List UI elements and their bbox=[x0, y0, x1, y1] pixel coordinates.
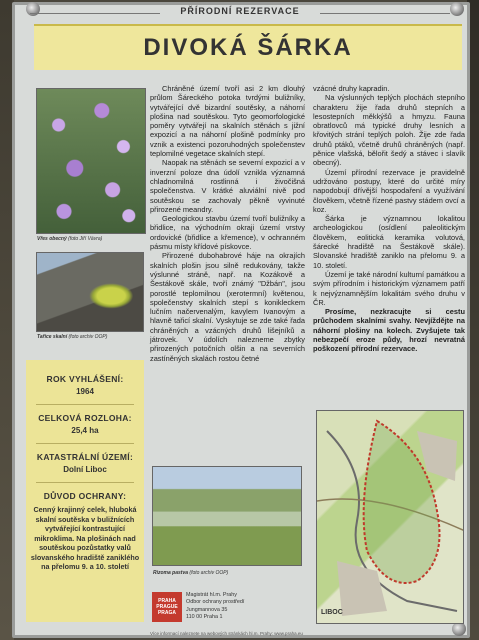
paragraph: Území je také národní kulturní památkou a svým přírodním i historickým významem patří k nejvýznamnějším lokalitám svého druhu v ČR. bbox=[313, 269, 465, 307]
cadastre-label: KATASTRÁLNÍ ÚZEMÍ: bbox=[36, 452, 134, 462]
text-column-1 bbox=[150, 84, 305, 363]
paragraph: Geologickou stavbu území tvoří buližníky a břidlice, na východním okraji území vrstvy ordovické (břidlice a křemence), v ochranném pásmu místy křídové pískovce. bbox=[150, 214, 305, 252]
header-label: PŘÍRODNÍ REZERVACE bbox=[22, 6, 458, 20]
paragraph: Území přírodní rezervace je pravidelně udržováno postupy, které do určité míry napodobují dřívější hospodaření a využívání člověkem, včetně řízené pastvy stádem ovcí a koz. bbox=[313, 167, 465, 214]
publisher-address: Magistrát hl.m. Prahy Odbor ochrany prostředí Jungmannova 35 110 00 Praha 1 bbox=[186, 592, 245, 621]
paragraph: Šárka je významnou lokalitou archeologickou (osídlení paleolitickým člověkem, eolitická keramika volutová, šárecké hradiště na Šestákově skále). Slovanské hradiště zaniklo na přelomu 9. a 10. století. bbox=[313, 214, 465, 270]
photo-caption: Tařice skalní (foto archiv OOP) bbox=[37, 334, 108, 340]
notice-paragraph: Prosíme, nezkracujte si cestu průchodem skalními svahy. Nevjíždějte na náhorní plošiny na kolech. Zvyšujete tak nebezpečí eroze půdy, hrozí nevratná poškození přírodní rezervace. bbox=[313, 307, 465, 354]
reason-label: DŮVOD OCHRANY: bbox=[43, 491, 127, 501]
prague-logo: PRAHA PRAGUE PRAGA bbox=[152, 592, 182, 622]
map-label: LIBOC bbox=[321, 609, 343, 616]
photo-caption: Rizoma pastva (foto archiv OOP) bbox=[153, 570, 229, 576]
screw-icon bbox=[452, 622, 466, 636]
alyssum-photo bbox=[36, 252, 144, 332]
info-box bbox=[26, 360, 144, 622]
photo-caption: Vřes obecný (foto Jiří Vávra) bbox=[37, 236, 103, 242]
area-label: CELKOVÁ ROZLOHA: bbox=[38, 413, 132, 423]
text-column-2 bbox=[313, 84, 465, 354]
map-graphic bbox=[317, 411, 464, 624]
year-value: 1964 bbox=[76, 387, 94, 396]
footer-text: Více informací naleznete na webových stránkách hl.m. Prahy: www.praha.eu bbox=[150, 631, 303, 636]
paragraph: Přirozené dubohabrové háje na okrajích skalních plošin jsou silně redukovány, takže výslunné stráně, např. na Kozákově a Šestákově skále, tvoří známý "Džbán", jsou porostlé teplomilnou (xerotermní) květenou, společenstvy skalních stepí s konikleckem lučním načervenalým, kavylem Ivanovým a hlavně tařicí skalní. Vyskytuje se zde také řada chráněných a vzácných druhů lišejníků a játrovek. V údolích nalezneme zbytky přirozených potočních olšin a na severních zastíněných skalách rostou četné bbox=[150, 251, 305, 363]
paragraph: Na výslunných teplých plochách stepního charakteru žije řada druhů stepních a lesostepních měkkýšů a hmyzu. Fauna obratlovců má typické druhy lesních a křovitých strání teplých poloh. Žije zde řada druhů ptáků, včetně druhů chráněných (např. pěnice vlašská, bělořit šedý a stávec i slavík obecný). bbox=[313, 93, 465, 168]
reserve-map bbox=[316, 410, 464, 624]
paragraph: Naopak na stěnách se severní expozicí a v inverzní poloze dna údolí vznikla významná chladnomilná rostlinná i živočišná společenstva. V krátké aluviální nivě pod soutěskou se zachovaly pěkně vyvinuté přirozené meandry. bbox=[150, 158, 305, 214]
area-value: 25,4 ha bbox=[71, 426, 99, 435]
reason-text: Cenný krajinný celek, hluboká skalní soutěska v buližnících vytvářející kontrastující mikroklima. Na plošinách nad soutěskou pozůstatky valů slovanského hradiště zaniklého na přelomu 9. a 10. století bbox=[30, 505, 140, 571]
paragraph: Chráněné území tvoří asi 2 km dlouhý průlom Šáreckého potoka tvrdými buližníky, vytvářející dvě bizardní soutěsky, a náhorní plošina nad soutěskou. Tyto geomorfologické poměry vytvářejí na skalních stěnách s jižní expozicí a na náhorní plošině podmínky pro vznik a existenci pozoruhodných společenstev teplomilné vegetace skalních stepí. bbox=[150, 84, 305, 159]
cadastre-value: Dolní Liboc bbox=[63, 465, 107, 474]
year-label: ROK VYHLÁŠENÍ: bbox=[46, 374, 124, 384]
paragraph: vzácné druhy kapradin. bbox=[313, 84, 390, 93]
page-title: DIVOKÁ ŠÁRKA bbox=[143, 34, 353, 61]
title-bar bbox=[34, 24, 462, 70]
heather-photo bbox=[36, 88, 146, 234]
grazing-photo bbox=[152, 466, 302, 566]
